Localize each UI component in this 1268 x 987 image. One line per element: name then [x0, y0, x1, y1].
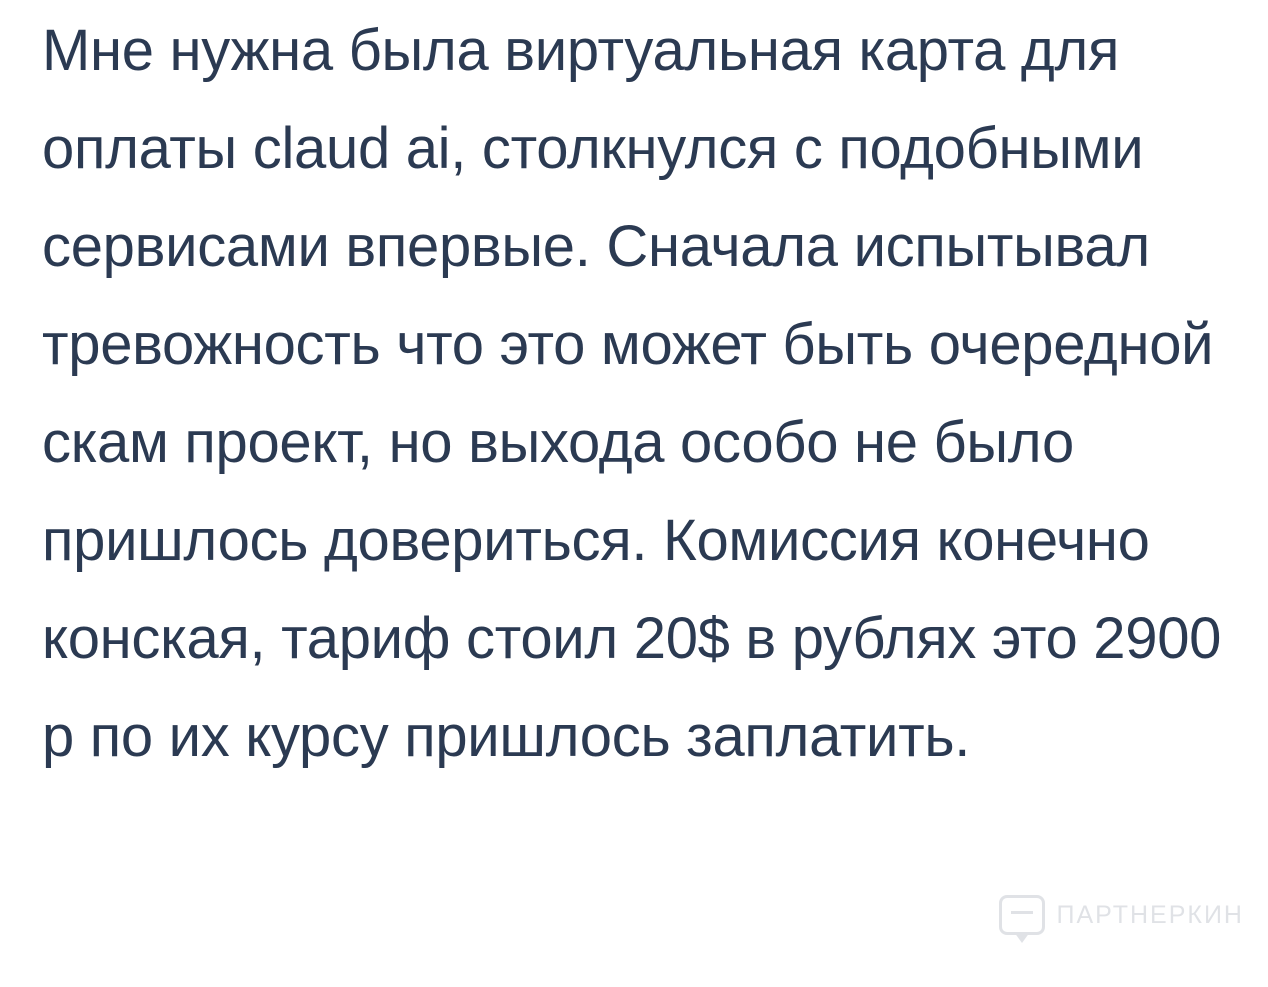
watermark-label: ПАРТНЕРКИН — [1056, 900, 1244, 929]
post-body-text: Мне нужна была виртуальная карта для оплаты claud ai, столкнулся с подобными сервисами впервые. Сначала испытывал тревожность что это может быть очередной скам проект, но выхода особо не было пришлось довериться. Комиссия конечно конская, тариф стоил 20$ в рублях это 2900 р по их курсу пришлось заплатить. — [42, 18, 1237, 769]
chat-bubble-icon — [999, 895, 1045, 935]
watermark — [999, 895, 1244, 935]
